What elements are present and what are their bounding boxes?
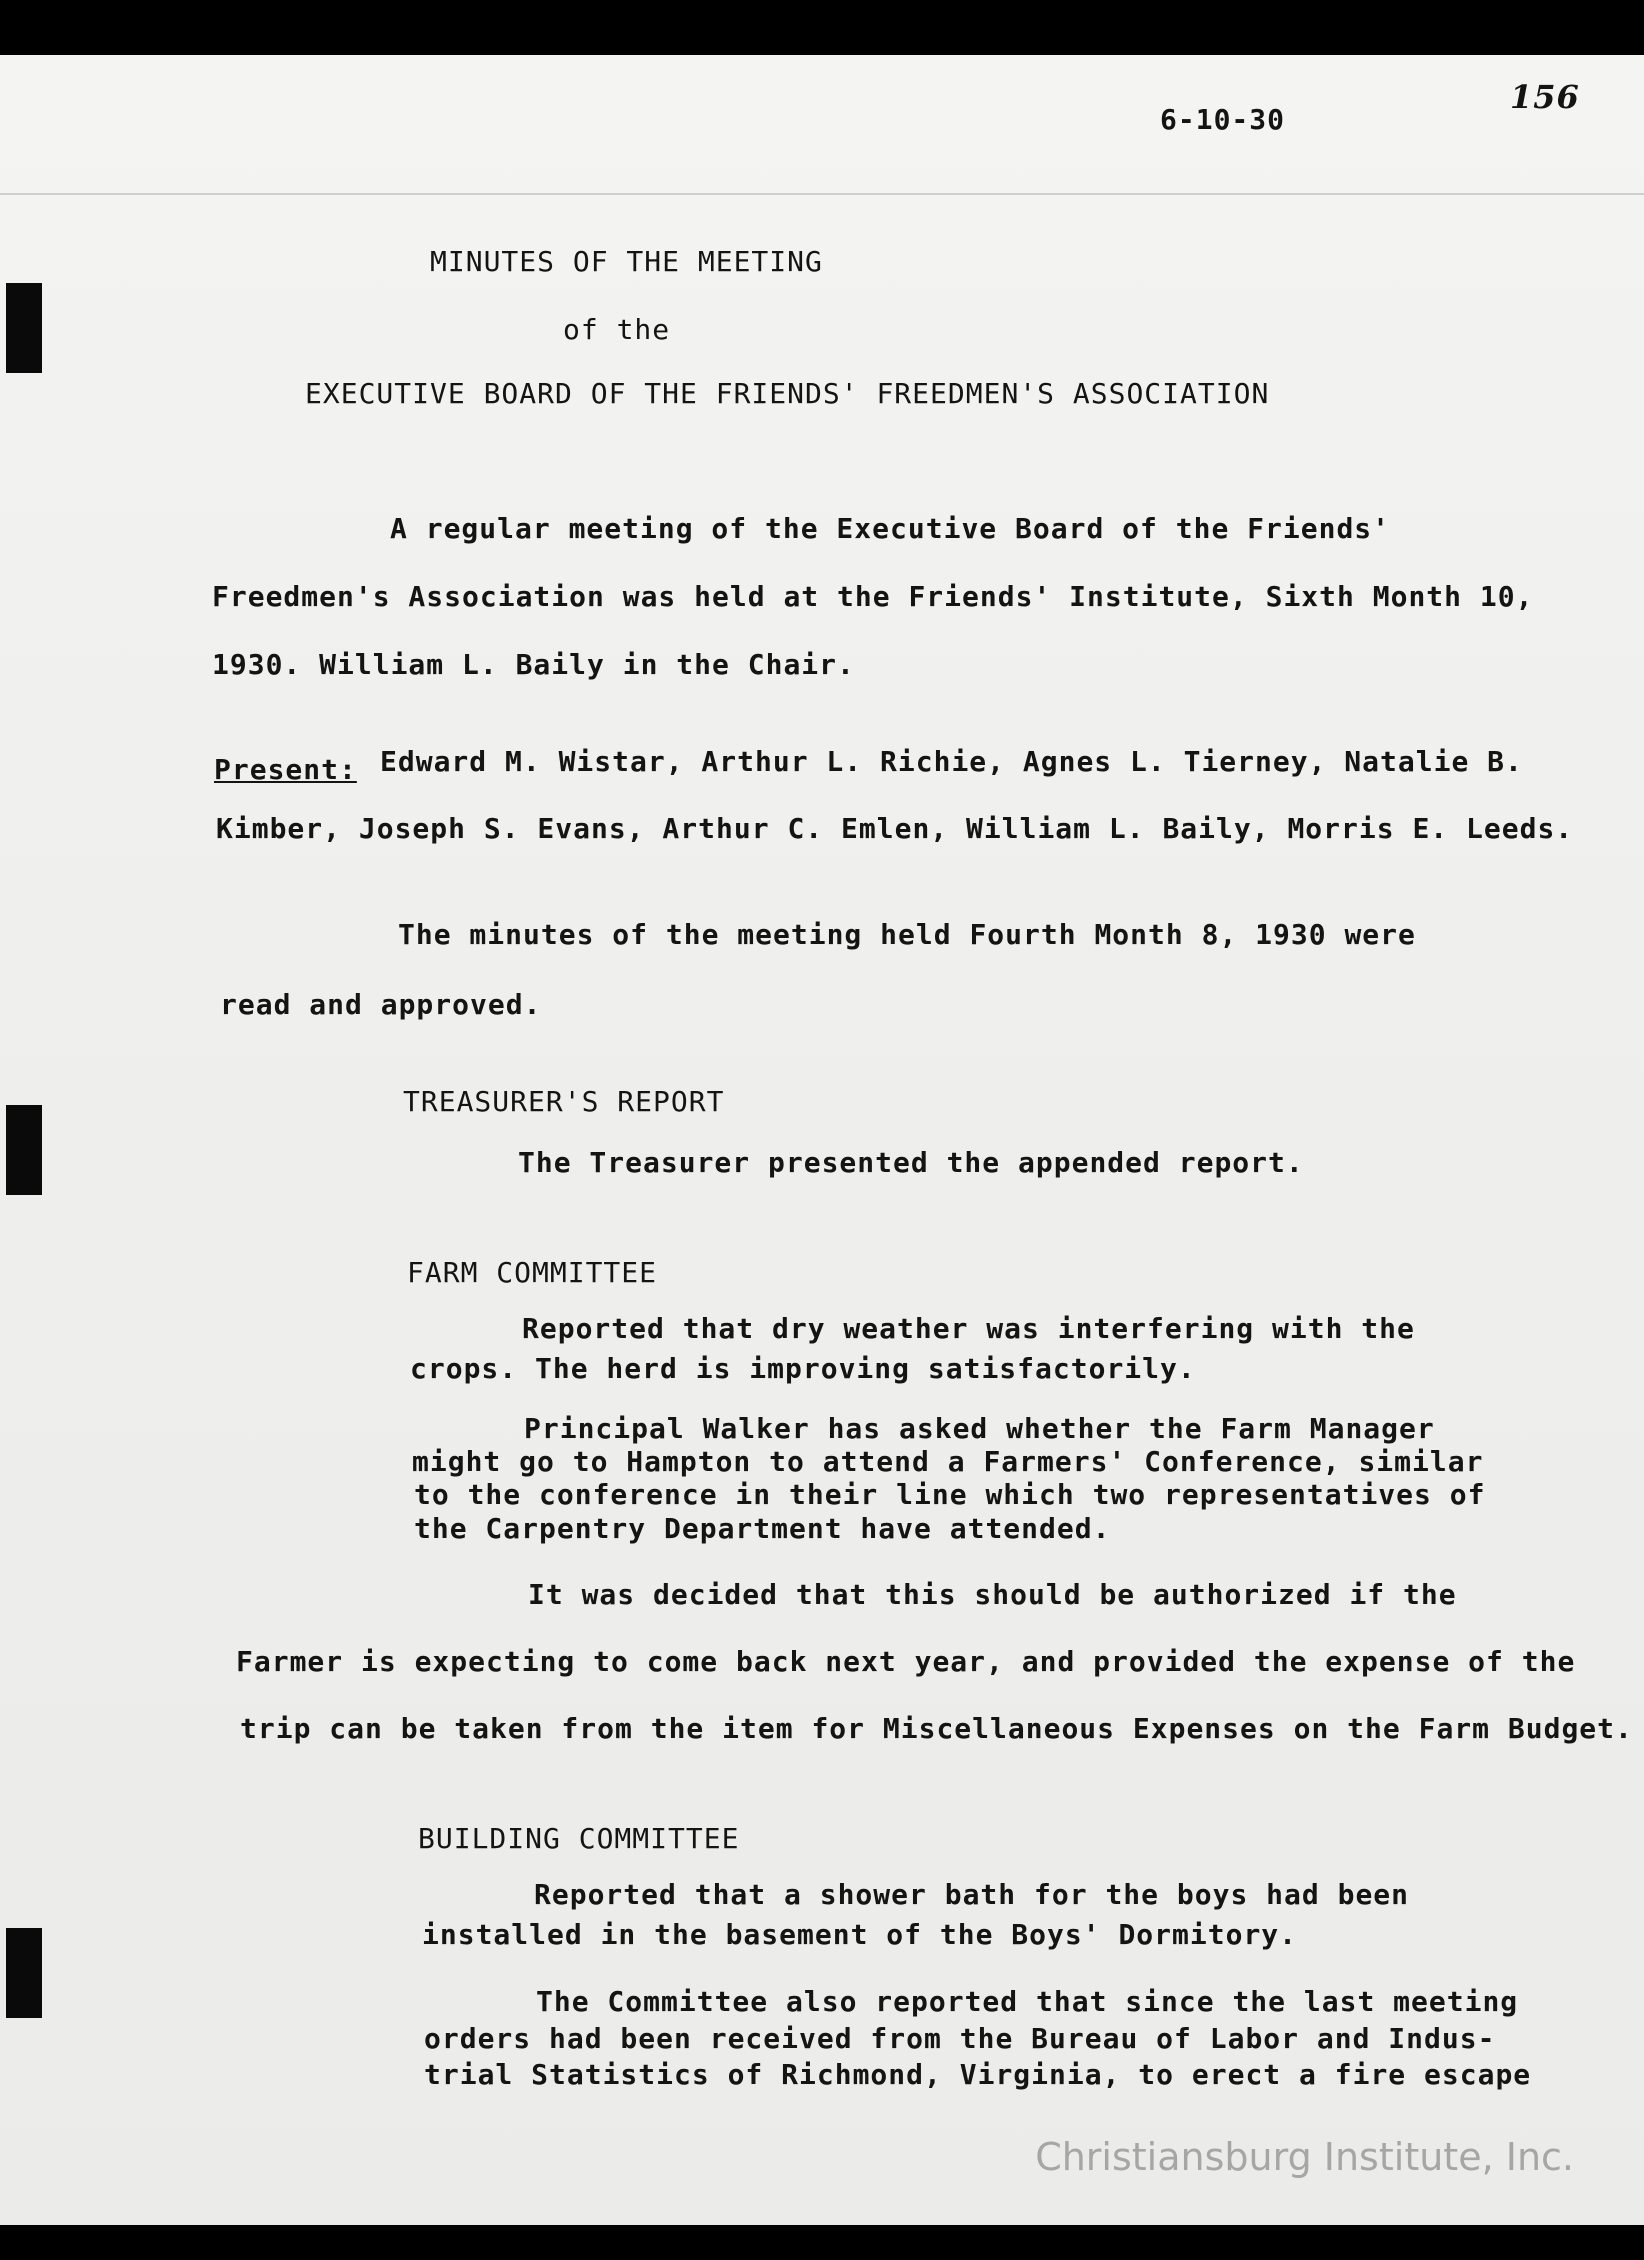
title-line-3: EXECUTIVE BOARD OF THE FRIENDS' FREEDMEN'S ASSOCIATION xyxy=(305,377,1270,410)
building-p1-line-1: Reported that a shower bath for the boys had been xyxy=(534,1878,1410,1911)
present-line-1: Edward M. Wistar, Arthur L. Richie, Agnes L. Tierney, Natalie B. xyxy=(380,745,1523,778)
intro-line-3: 1930. William L. Baily in the Chair. xyxy=(212,648,855,681)
minutes-line-1: The minutes of the meeting held Fourth Month 8, 1930 were xyxy=(398,918,1416,951)
farm-p2-line-2: might go to Hampton to attend a Farmers' Conference, similar xyxy=(412,1445,1484,1478)
binder-hole-top xyxy=(6,283,42,373)
present-line-2: Kimber, Joseph S. Evans, Arthur C. Emlen, William L. Baily, Morris E. Leeds. xyxy=(216,812,1574,845)
title-line-1: MINUTES OF THE MEETING xyxy=(430,245,823,278)
title-line-2: of the xyxy=(563,313,671,346)
document-date: 6-10-30 xyxy=(1160,103,1286,136)
farm-heading: FARM COMMITTEE xyxy=(407,1256,658,1289)
present-label: Present: xyxy=(214,753,357,786)
farm-p2-line-1: Principal Walker has asked whether the Farm Manager xyxy=(524,1412,1435,1445)
binder-hole-middle xyxy=(6,1105,42,1195)
farm-p2-line-3: to the conference in their line which two representatives of xyxy=(414,1478,1486,1511)
treasurer-line-1: The Treasurer presented the appended report. xyxy=(518,1146,1304,1179)
farm-p1-line-2: crops. The herd is improving satisfactorily. xyxy=(410,1352,1196,1385)
minutes-line-2: read and approved. xyxy=(220,988,542,1021)
building-p2-line-3: trial Statistics of Richmond, Virginia, to erect a fire escape xyxy=(424,2058,1532,2091)
building-heading: BUILDING COMMITTEE xyxy=(418,1822,740,1855)
intro-line-1: A regular meeting of the Executive Board of the Friends' xyxy=(390,512,1391,545)
building-p1-line-2: installed in the basement of the Boys' Dormitory. xyxy=(422,1918,1298,1951)
intro-line-2: Freedmen's Association was held at the Friends' Institute, Sixth Month 10, xyxy=(212,580,1534,613)
building-p2-line-2: orders had been received from the Bureau of Labor and Indus- xyxy=(424,2022,1496,2055)
farm-p3-line-2: Farmer is expecting to come back next year, and provided the expense of the xyxy=(236,1645,1576,1678)
farm-p2-line-4: the Carpentry Department have attended. xyxy=(414,1512,1111,1545)
watermark: Christiansburg Institute, Inc. xyxy=(1035,2135,1574,2179)
farm-p3-line-1: It was decided that this should be authorized if the xyxy=(528,1578,1457,1611)
building-p2-line-1: The Committee also reported that since the last meeting xyxy=(536,1985,1519,2018)
farm-p1-line-1: Reported that dry weather was interfering with the xyxy=(522,1312,1415,1345)
page-number: 156 xyxy=(1510,78,1580,116)
farm-p3-line-3: trip can be taken from the item for Miscellaneous Expenses on the Farm Budget. xyxy=(240,1712,1633,1745)
fold-crease xyxy=(0,193,1644,195)
binder-hole-bottom xyxy=(6,1928,42,2018)
treasurer-heading: TREASURER'S REPORT xyxy=(403,1085,725,1118)
